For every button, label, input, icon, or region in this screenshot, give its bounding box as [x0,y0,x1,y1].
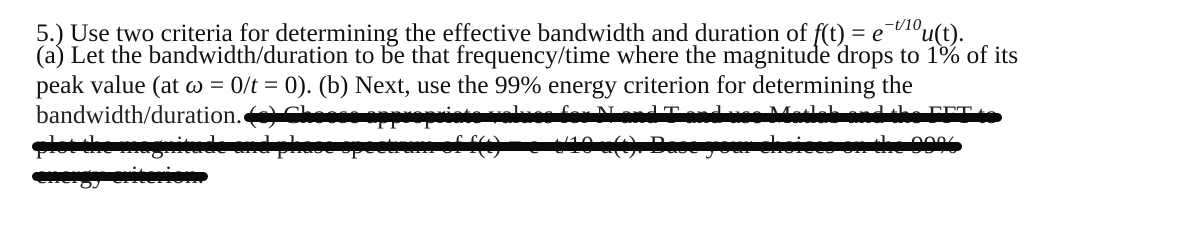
problem-line-4 [36,100,1196,130]
line3-mid: = 0/ [203,70,251,99]
problem-line-2: (a) Let the bandwidth/duration to be that frequency/time where the magnitude drops to 1% of its [36,40,1019,69]
t-symbol: t [250,70,258,99]
struck-text-line6 [36,160,204,190]
line4-text: bandwidth/duration. [36,100,243,129]
strikeout-mark [32,142,962,151]
problem-intro-text: 5.) Use two criteria for determining the effective bandwidth and duration of [36,18,814,47]
function-arg: (t) [820,18,845,47]
function-f: f [813,18,821,47]
struck-text-part-c [248,100,997,130]
strikeout-mark [32,172,208,181]
problem-statement [36,10,1196,190]
problem-line-5 [36,130,1196,160]
problem-line-6 [36,160,1196,190]
equals-sign: = [844,18,873,47]
strikeout-mark [244,113,1001,122]
exp-exponent: −t/10 [883,15,922,34]
problem-line-1 [36,10,1196,47]
line1-period: . [958,18,965,47]
unit-step-arg: (t) [934,18,959,47]
struck-text-line5 [36,130,958,160]
line3-pre: peak value (at [36,70,186,99]
problem-line-3 [36,70,1196,100]
line3-post: = 0). (b) Next, use the 99% energy criterion for determining the [257,70,913,99]
omega-symbol: ω [185,70,204,99]
exp-base: e [872,18,884,47]
unit-step-u: u [921,18,935,47]
